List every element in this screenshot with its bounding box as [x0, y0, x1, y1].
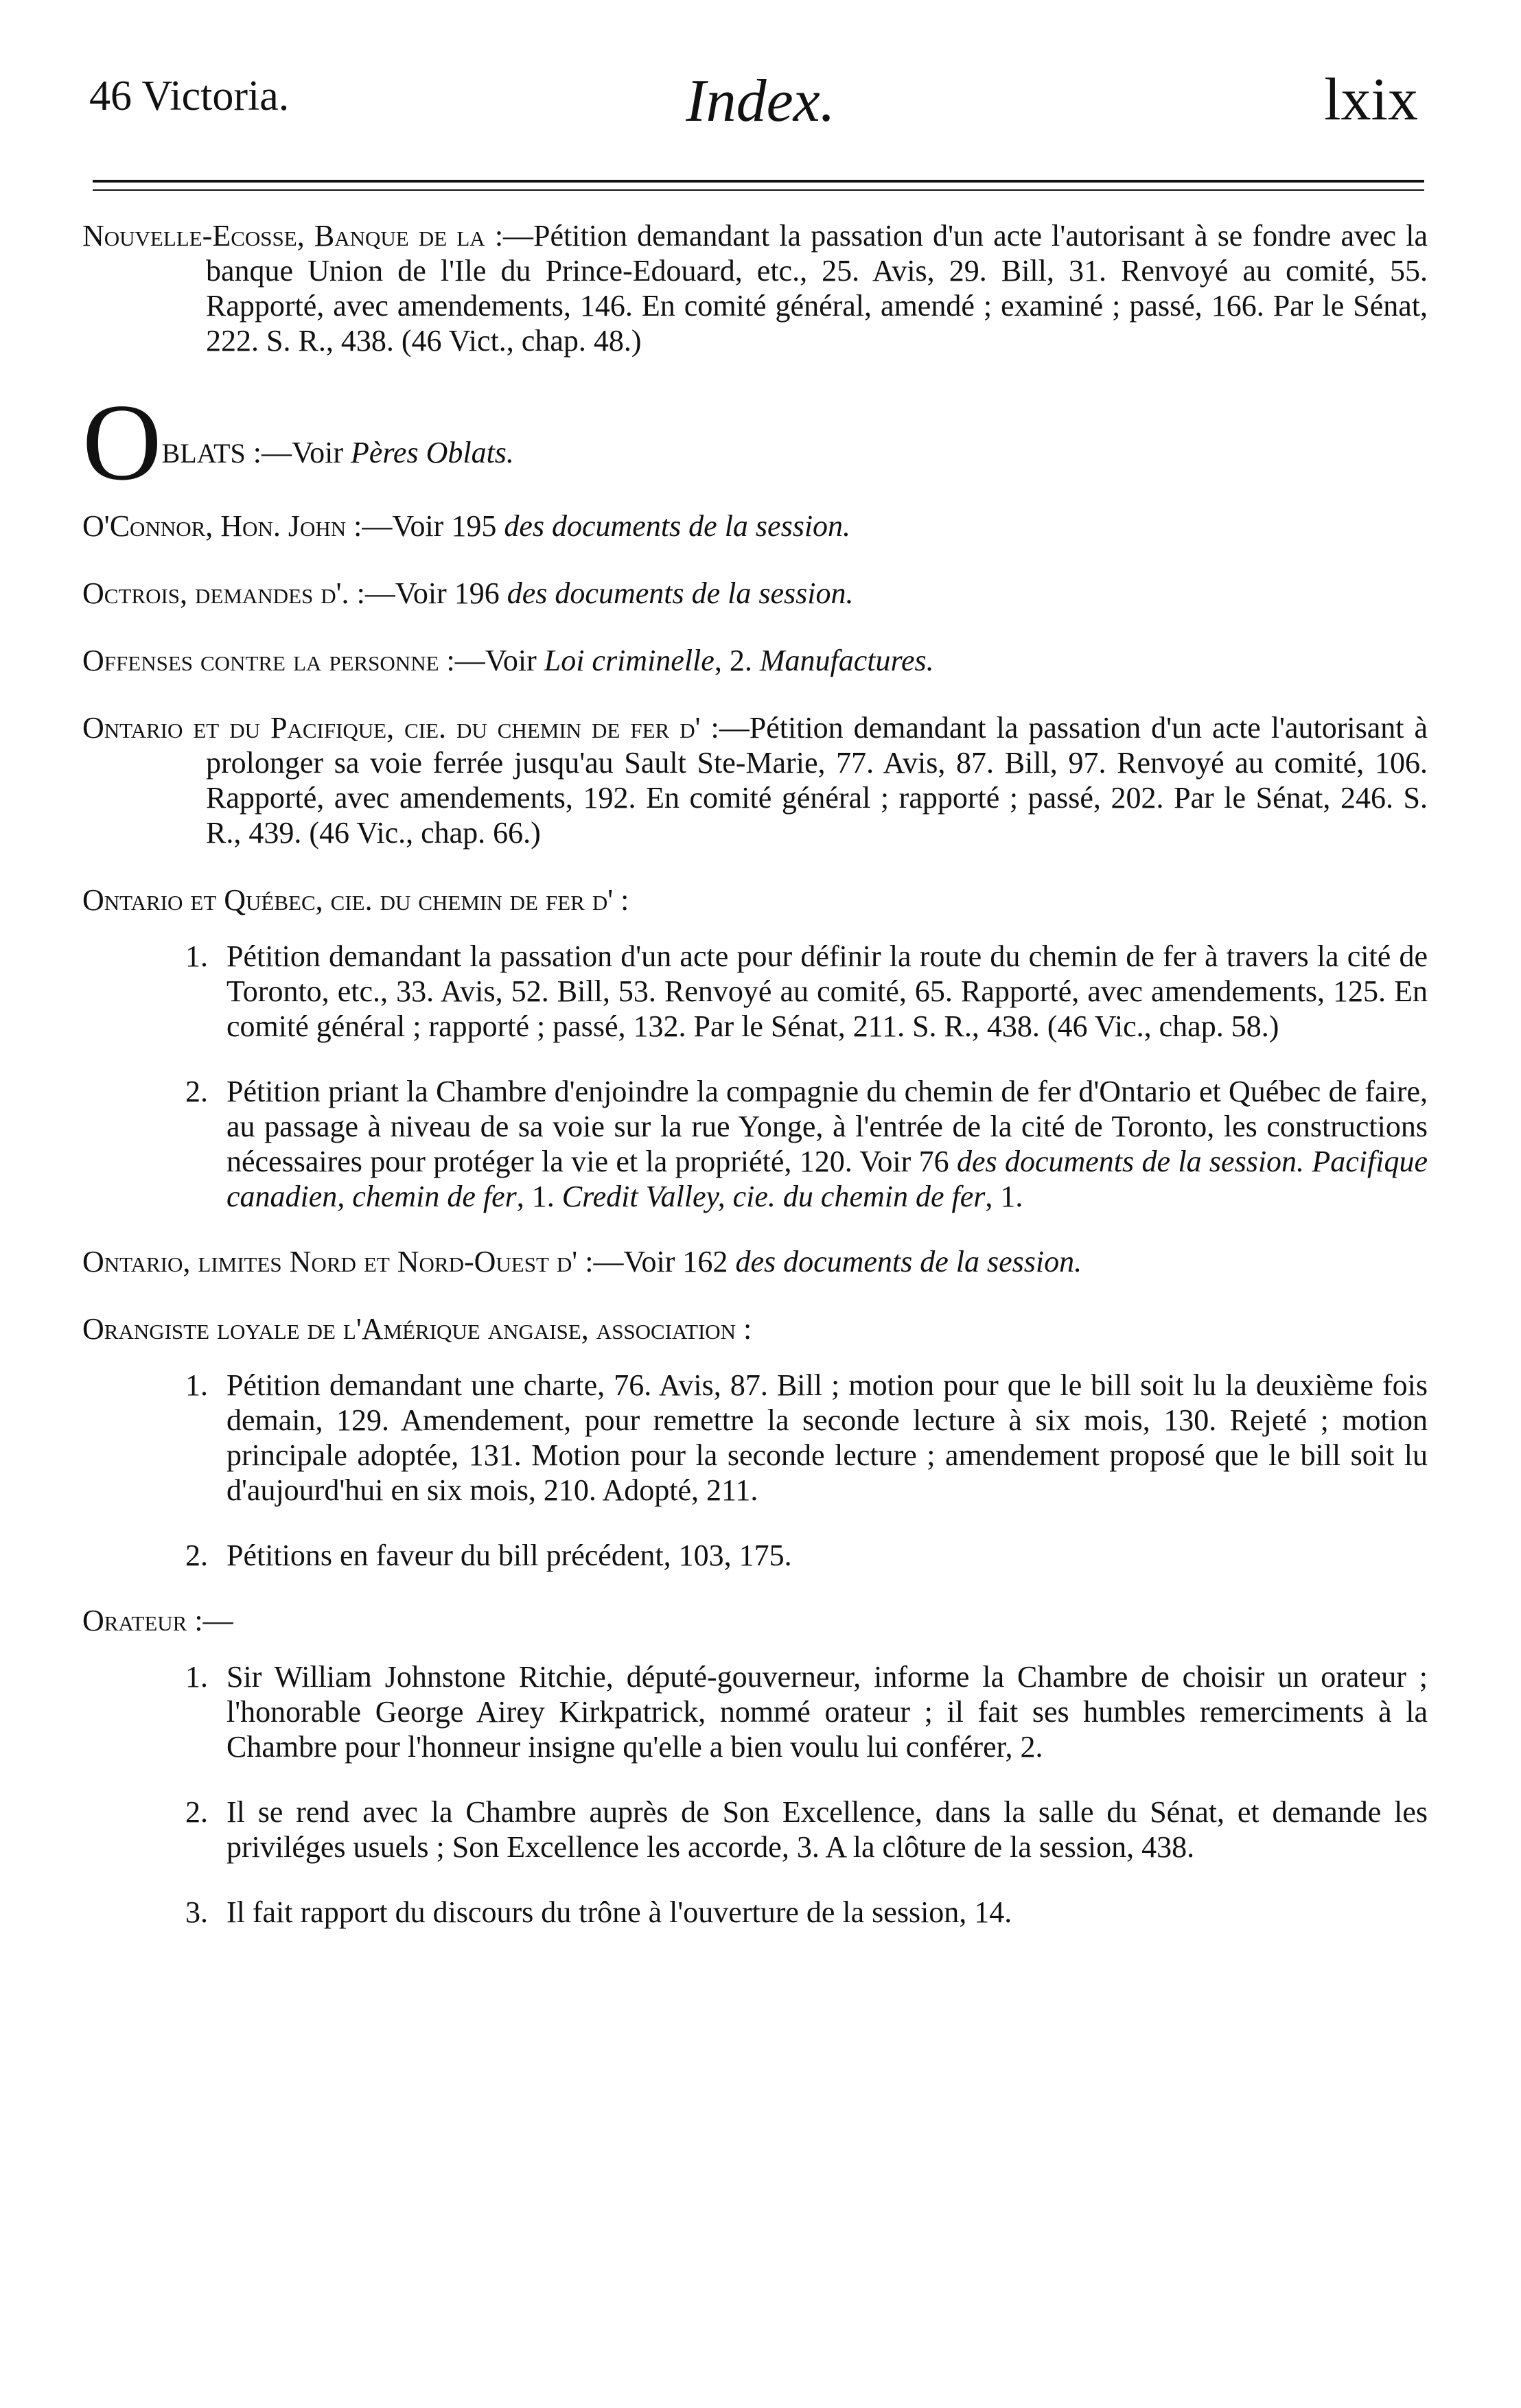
- sub-item-number: 1.: [185, 939, 208, 973]
- index-content: [82, 218, 1428, 1960]
- entry-nouvelle-ecosse: [82, 218, 1428, 358]
- sub-item-number: 3.: [185, 1895, 208, 1929]
- entry-ontario-pacifique: [82, 710, 1428, 850]
- entry-orateur: [82, 1603, 1428, 1638]
- entry-body: :—Voir 196: [349, 576, 507, 610]
- sub-item-number: 2.: [185, 1539, 208, 1572]
- entry-separator: , 2.: [714, 644, 760, 677]
- sub-item: [185, 1368, 1428, 1508]
- sub-item-text-3: , 1.: [985, 1180, 1023, 1213]
- sub-item: [185, 1659, 1428, 1764]
- entry-heading-suffix: :—: [187, 1604, 233, 1637]
- entry-oconnor: [82, 509, 1428, 543]
- entry-oblats: [82, 381, 1428, 503]
- sub-item-text-2: , 1.: [516, 1180, 562, 1213]
- entry-heading: O'Connor, Hon. John: [82, 509, 347, 543]
- entry-reference: Pères Oblats.: [351, 436, 514, 469]
- entry-heading-suffix: :: [736, 1312, 752, 1346]
- sub-item-number: 2.: [185, 1795, 208, 1829]
- volume-label: 46 Victoria.: [89, 73, 290, 119]
- entry-ontario-quebec: [82, 882, 1428, 917]
- sub-item: [185, 1895, 1428, 1930]
- page-number: lxix: [1324, 67, 1418, 133]
- entry-body: :—Voir 162: [577, 1245, 736, 1278]
- entry-heading: Orangiste loyale de l'Amérique angaise, association: [82, 1312, 736, 1346]
- entry-heading: Ontario et Québec, cie. du chemin de fer d': [82, 883, 614, 917]
- sub-item-text: Il fait rapport du discours du trône à l'ouverture de la session, 14.: [227, 1895, 1012, 1929]
- entry-heading: Offenses contre la personne: [82, 644, 439, 677]
- sub-item: [185, 1538, 1428, 1573]
- entry-orangiste: [82, 1311, 1428, 1346]
- entry-reference: des documents de la session.: [735, 1245, 1082, 1278]
- sub-item-text: Pétition demandant la passation d'un acte pour définir la route du chemin de fer à travers la cité de Toronto, etc., 33. Avis, 52. Bill, 53. Renvoyé au comité, 65. Rapporté, avec amendements, 125. En comité général ; rapporté ; passé, 132. Par le Sénat, 211. S. R., 438. (46 Vic., chap. 58.): [227, 939, 1428, 1043]
- entry-heading: Nouvelle-Ecosse, Banque de la: [82, 219, 485, 253]
- entry-reference: des documents de la session.: [504, 509, 851, 543]
- sub-item-number: 1.: [185, 1660, 208, 1694]
- entry-body: :—Voir: [245, 436, 351, 469]
- header-rule-thin: [93, 189, 1424, 191]
- entry-heading: BLATS: [161, 438, 246, 469]
- sub-item-reference: des documents de la session. Pacifique canadien, chemin de fer: [227, 1145, 1428, 1213]
- entry-body: :—Pétition demandant la passation d'un acte l'autorisant à se fondre avec la banque Union de l'Ile du Prince-Edouard, etc., 25. Avis, 29. Bill, 31. Renvoyé au comité, 55. Rapporté, avec amendements, 146. En comité général, amendé ; examiné ; passé, 166. Par le Sénat, 222. S. R., 438. (46 Vict., chap. 48.): [206, 219, 1428, 358]
- entry-body: :—Pétition demandant la passation d'un acte l'autorisant à prolonger sa voie ferrée jusqu'au Sault Ste-Marie, 77. Avis, 87. Bill, 97. Renvoyé au comité, 106. Rapporté, avec amendements, 192. En comité général ; rapporté ; passé, 202. Par le Sénat, 246. S. R., 439. (46 Vic., chap. 66.): [206, 711, 1428, 850]
- sub-item: [185, 1074, 1428, 1214]
- sub-item-text: Pétitions en faveur du bill précédent, 103, 175.: [227, 1539, 792, 1572]
- sub-item-text: Pétition priant la Chambre d'enjoindre la compagnie du chemin de fer d'Ontario et Québec de faire, au passage à niveau de sa voie sur la rue Yonge, à l'entrée de la cité de Toronto, les constructions nécessaires pour protéger la vie et la propriété, 120. Voir 76: [227, 1075, 1428, 1178]
- entry-reference-2: Manufactures.: [759, 644, 934, 677]
- page-title: Index.: [686, 68, 835, 135]
- sub-item-text: Il se rend avec la Chambre auprès de Son Excellence, dans la salle du Sénat, et demande les priviléges usuels ; Son Excellence les accorde, 3. A la clôture de la session, 438.: [227, 1795, 1428, 1864]
- entry-heading: Ontario et du Pacifique, cie. du chemin de fer d': [82, 711, 701, 745]
- entry-body: :—Voir 195: [346, 509, 504, 543]
- entry-heading: Ontario, limites Nord et Nord-Ouest d': [82, 1245, 578, 1278]
- sub-item-reference-2: Credit Valley, cie. du chemin de fer: [561, 1180, 986, 1213]
- entry-octrois: [82, 576, 1428, 611]
- entry-offenses: [82, 643, 1428, 678]
- sub-item-text: Sir William Johnstone Ritchie, député-gouverneur, informe la Chambre de choisir un orateur ; l'honorable George Airey Kirkpatrick, nommé orateur ; il fait ses humbles remerciments à la Chambre pour l'honneur insigne qu'elle a bien voulu lui conférer, 2.: [227, 1660, 1428, 1764]
- sub-item-text: Pétition demandant une charte, 76. Avis, 87. Bill ; motion pour que le bill soit lu la deuxième fois demain, 129. Amendement, pour remettre la seconde lecture à six mois, 130. Rejeté ; motion principale adoptée, 131. Motion pour la seconde lecture ; amendement proposé que le bill soit lu d'aujourd'hui en six mois, 210. Adopté, 211.: [227, 1368, 1428, 1507]
- entry-ontario-limites: [82, 1244, 1428, 1279]
- drop-initial: O: [82, 381, 162, 503]
- entry-heading: Orateur: [82, 1604, 187, 1637]
- sub-item: [185, 939, 1428, 1044]
- sub-item: [185, 1795, 1428, 1865]
- entry-heading: Octrois, demandes d'.: [82, 576, 349, 610]
- header-rule-thick: [93, 180, 1424, 183]
- entry-body: :—Voir: [439, 644, 544, 677]
- sub-item-number: 1.: [185, 1368, 208, 1402]
- entry-reference: Loi criminelle: [544, 644, 715, 677]
- entry-heading-suffix: :: [613, 883, 629, 917]
- running-header: [0, 67, 1521, 148]
- sub-item-number: 2.: [185, 1075, 208, 1108]
- entry-reference: des documents de la session.: [507, 576, 854, 610]
